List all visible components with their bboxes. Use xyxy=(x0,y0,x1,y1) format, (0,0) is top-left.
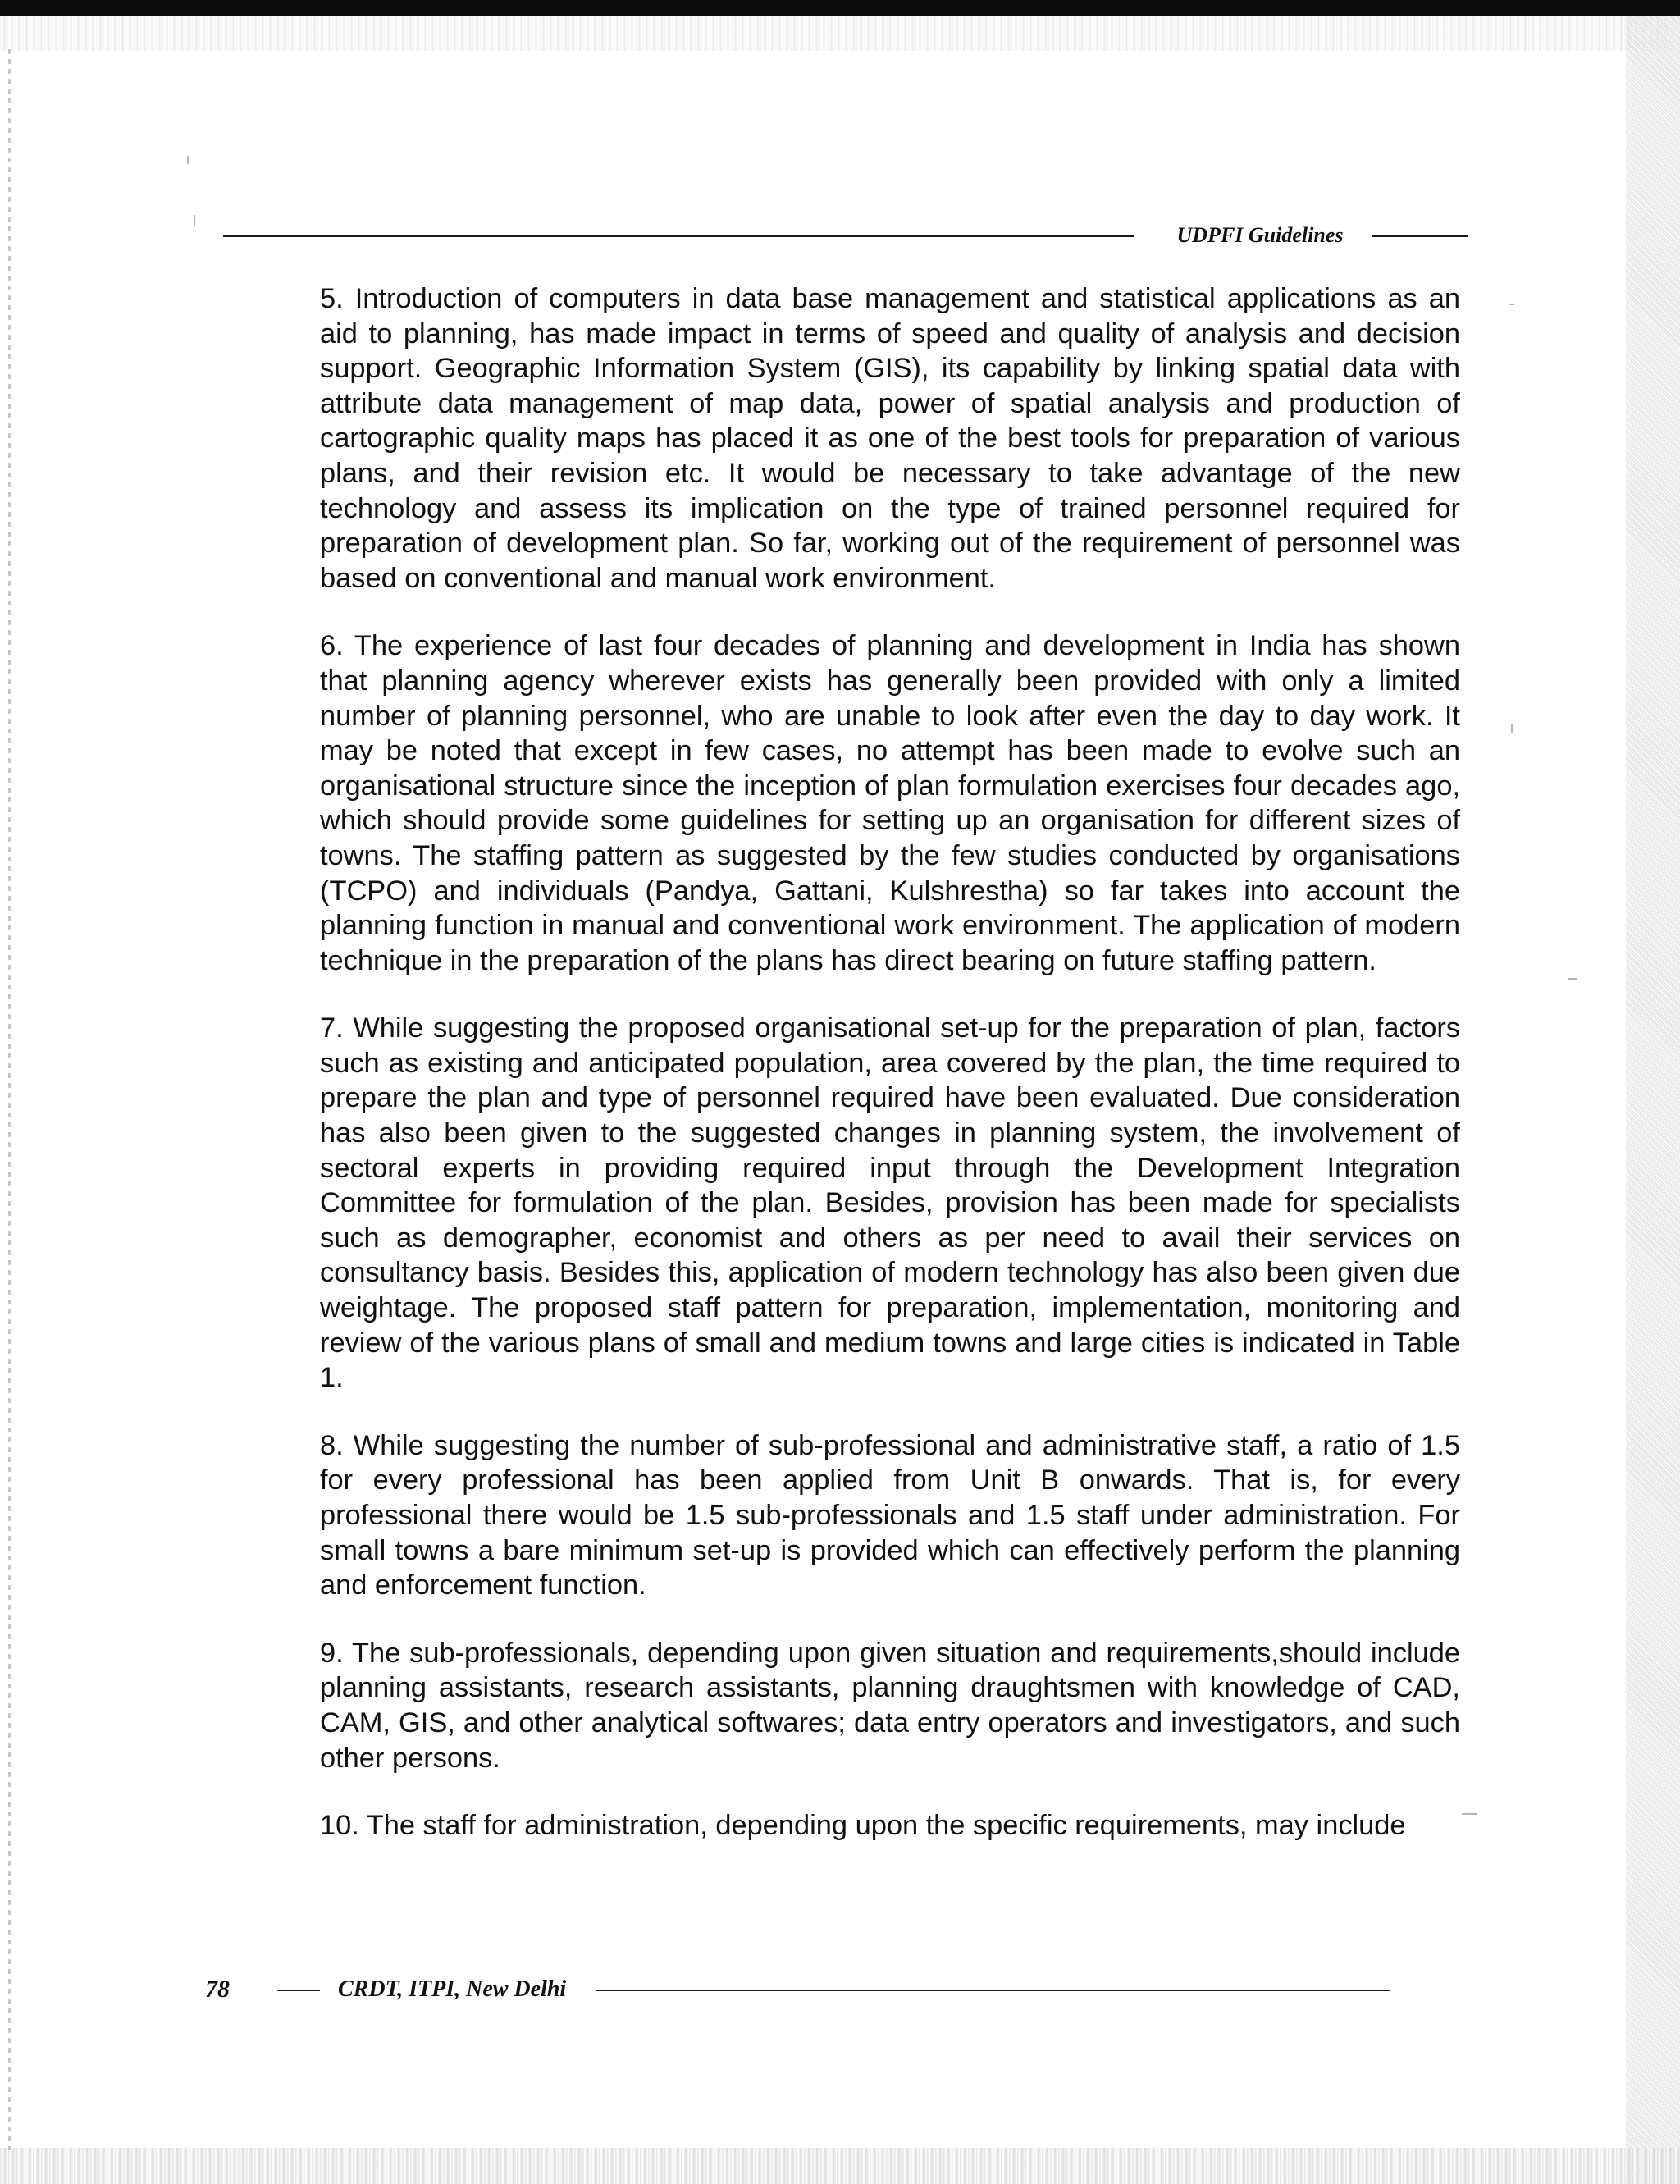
paragraph-9: 9. The sub-professionals, depending upon given situation and requirements,should include planning assistants, research assistants, planning draughtsmen with knowledge of CAD, CAM, GIS, and other analytical softwares; data entry operators and investigators, and such other persons. xyxy=(320,1637,1460,1774)
paragraph-10: 10. The staff for administration, depending upon the specific requirements, may include xyxy=(320,1810,1406,1842)
scan-left-edge xyxy=(8,49,11,2150)
footer-rule-line xyxy=(596,1990,1390,1991)
scan-speck xyxy=(1462,1813,1477,1815)
scan-top-border xyxy=(0,0,1680,16)
scan-top-noise xyxy=(0,16,1680,51)
paragraph-7: 7. While suggesting the proposed organisational set-up for the preparation of plan, factors such as existing and anticipated population, area covered by the plan, the time required to prepare the plan and type of personnel required have been evaluated. Due consideration has also been given to the suggested changes in planning system, the involvement of sectoral experts in providing required input through the Development Integration Committee for formulation of the plan. Besides, provision has been made for specialists such as demographer, economist and others as per need to avail their services on consultancy basis. Besides this, application of modern technology has also been given due weightage. The proposed staff pattern for preparation, implementation, monitoring and review of the various plans of small and medium towns and large cities is indicated in Table 1. xyxy=(320,1012,1460,1394)
scan-speck xyxy=(1509,304,1514,305)
paragraph-6: 6. The experience of last four decades of planning and development in India has shown that planning agency wherever exists has generally been provided with only a limited number of planning personnel, who are unable to look after even the day to day work. It may be noted that except in few cases, no attempt has been made to evolve such an organisational structure since the inception of plan formulation exercises four decades ago, which should provide some guidelines for setting up an organisation for different sizes of towns. The staffing pattern as suggested by the few studies conducted by organisations (TCPO) and individuals (Pandya, Gattani, Kulshrestha) so far takes into account the planning function in manual and conventional work environment. The application of modern technique in the preparation of the plans has direct bearing on future staffing pattern. xyxy=(320,630,1460,976)
document-body xyxy=(320,281,1460,1876)
scan-speck xyxy=(187,156,189,164)
scan-speck xyxy=(194,215,195,226)
paragraph-5: 5. Introduction of computers in data base management and statistical applications as an aid to planning, has made impact in terms of speed and quality of analysis and decision support. Geographic Information System (GIS), its capability by linking spatial data with attribute data management of map data, power of spatial analysis and production of cartographic quality maps has placed it as one of the best tools for preparation of various plans, and their revision etc. It would be necessary to take advantage of the new technology and assess its implication on the type of trained personnel required for preparation of development plan. So far, working out of the requirement of personnel was based on conventional and manual work environment. xyxy=(320,283,1460,594)
running-title: UDPFI Guidelines xyxy=(1148,222,1372,249)
page-number: 78 xyxy=(205,1976,230,2003)
footer-organisation: CRDT, ITPI, New Delhi xyxy=(338,1976,567,2002)
header-rule-left xyxy=(223,235,1134,237)
scan-speck xyxy=(1568,978,1577,980)
scan-right-noise xyxy=(1626,16,1680,2184)
paragraph-8: 8. While suggesting the number of sub-professional and administrative staff, a ratio of 1.5 for every professional has been applied from Unit B onwards. That is, for every professional there would be 1.5 sub-professionals and 1.5 staff under administration. For small towns a bare minimum set-up is provided which can effectively perform the planning and enforcement function. xyxy=(320,1429,1460,1601)
scan-bottom-noise xyxy=(0,2148,1680,2184)
header-rule-right xyxy=(1367,235,1468,237)
footer-rule-dash xyxy=(277,1990,320,1991)
scan-speck xyxy=(1511,724,1513,733)
